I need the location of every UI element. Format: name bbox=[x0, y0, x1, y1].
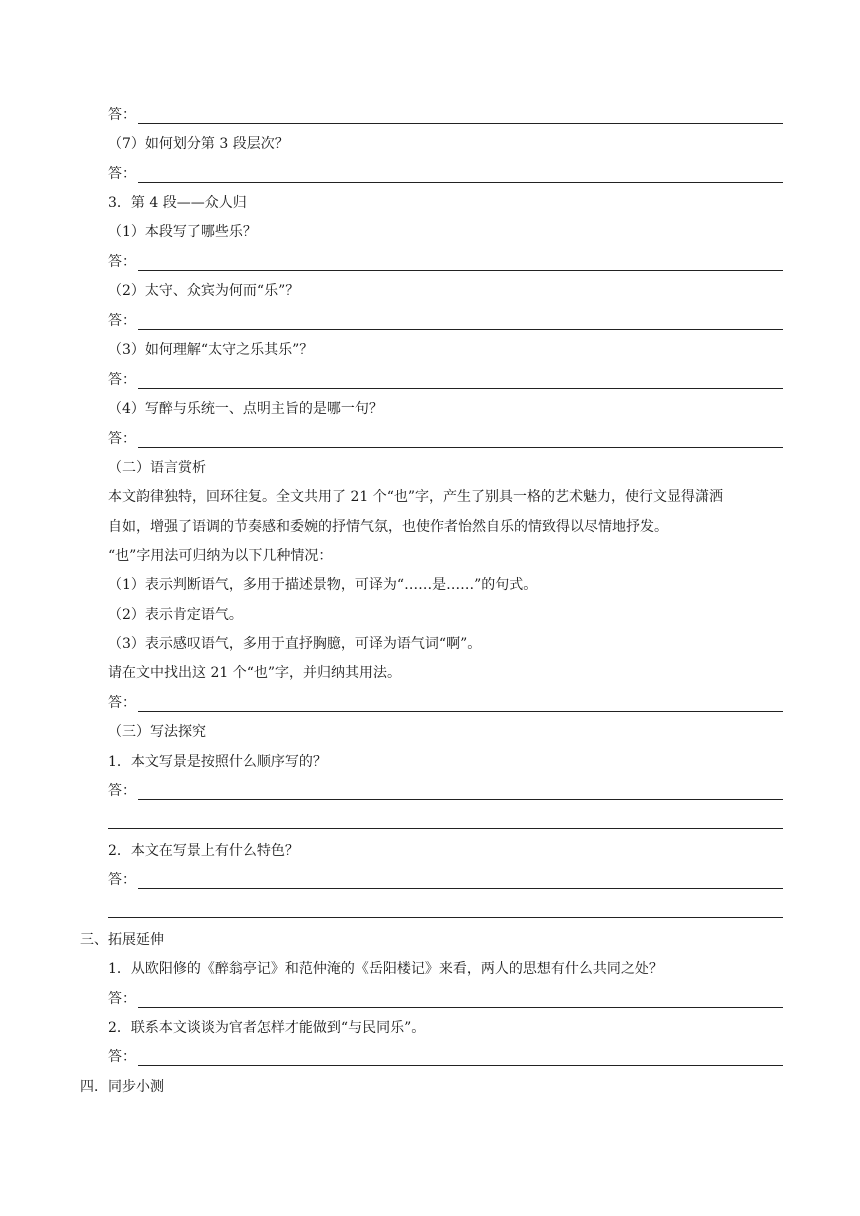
extension-question-1: 1．从欧阳修的《醉翁亭记》和范仲淹的《岳阳楼记》来看，两人的思想有什么共同之处？ bbox=[108, 961, 663, 977]
answer-line bbox=[108, 782, 783, 800]
answer-rule bbox=[138, 787, 783, 800]
usage-item-3: （3）表示感叹语气，多用于直抒胸臆，可译为语气词“啊”。 bbox=[108, 636, 482, 652]
para4-question-2: （2）太守、众宾为何而“乐”？ bbox=[108, 283, 300, 299]
extension-heading: 三、拓展延伸 bbox=[80, 932, 164, 948]
extension-question-2: 2．联系本文谈谈为官者怎样才能做到“与民同乐”。 bbox=[108, 1020, 426, 1036]
answer-line bbox=[108, 990, 783, 1008]
usage-intro: “也”字用法可归纳为以下几种情况： bbox=[108, 548, 333, 564]
para4-question-3: （3）如何理解“太守之乐其乐”？ bbox=[108, 342, 314, 358]
answer-label: 答： bbox=[108, 695, 136, 711]
language-heading: （二）语言赏析 bbox=[108, 460, 206, 476]
answer-label: 答： bbox=[108, 783, 136, 799]
language-intro-line-1: 本文韵律独特，回环往复。全文共用了 21 个“也”字，产生了别具一格的艺术魅力，使行文显得潇洒 bbox=[108, 489, 724, 505]
answer-line bbox=[108, 694, 783, 712]
blank-answer-line bbox=[108, 828, 783, 829]
answer-label: 答： bbox=[108, 1049, 136, 1065]
answer-label: 答： bbox=[108, 372, 136, 388]
answer-label: 答： bbox=[108, 991, 136, 1007]
writing-question-2: 2．本文在写景上有什么特色？ bbox=[108, 843, 299, 859]
answer-label: 答： bbox=[108, 431, 136, 447]
answer-rule bbox=[138, 258, 783, 271]
answer-rule bbox=[138, 317, 783, 330]
answer-line bbox=[108, 430, 783, 448]
answer-label: 答： bbox=[108, 254, 136, 270]
answer-line bbox=[108, 165, 783, 183]
usage-item-1: （1）表示判断语气，多用于描述景物，可译为“……是……”的句式。 bbox=[108, 577, 538, 593]
answer-label: 答： bbox=[108, 166, 136, 182]
section-4-heading: 四．同步小测 bbox=[80, 1079, 164, 1095]
writing-heading: （三）写法探究 bbox=[108, 724, 206, 740]
answer-line bbox=[108, 253, 783, 271]
answer-line bbox=[108, 871, 783, 889]
answer-rule bbox=[138, 699, 783, 712]
language-task: 请在文中找出这 21 个“也”字，并归纳其用法。 bbox=[108, 665, 402, 681]
answer-label: 答： bbox=[108, 107, 136, 123]
answer-line bbox=[108, 371, 783, 389]
blank-answer-line bbox=[108, 917, 783, 918]
writing-question-1: 1．本文写景是按照什么顺序写的？ bbox=[108, 754, 327, 770]
question-7: （7）如何划分第 3 段层次？ bbox=[108, 136, 289, 152]
para4-heading: 3．第 4 段——众人归 bbox=[108, 195, 247, 211]
answer-rule bbox=[138, 376, 783, 389]
usage-item-2: （2）表示肯定语气。 bbox=[108, 607, 243, 623]
answer-line bbox=[108, 1048, 783, 1066]
answer-rule bbox=[138, 1053, 783, 1066]
answer-rule bbox=[138, 170, 783, 183]
answer-line bbox=[108, 312, 783, 330]
answer-label: 答： bbox=[108, 872, 136, 888]
para4-question-4: （4）写醉与乐统一、点明主旨的是哪一句？ bbox=[108, 401, 383, 417]
answer-label: 答： bbox=[108, 313, 136, 329]
answer-rule bbox=[138, 435, 783, 448]
language-intro-line-2: 自如，增强了语调的节奏感和委婉的抒情气氛，也使作者怡然自乐的情致得以尽情地抒发。 bbox=[108, 519, 668, 535]
answer-rule bbox=[138, 876, 783, 889]
answer-rule bbox=[138, 995, 783, 1008]
para4-question-1: （1）本段写了哪些乐？ bbox=[108, 224, 257, 240]
answer-line bbox=[108, 106, 783, 124]
answer-rule bbox=[138, 111, 783, 124]
